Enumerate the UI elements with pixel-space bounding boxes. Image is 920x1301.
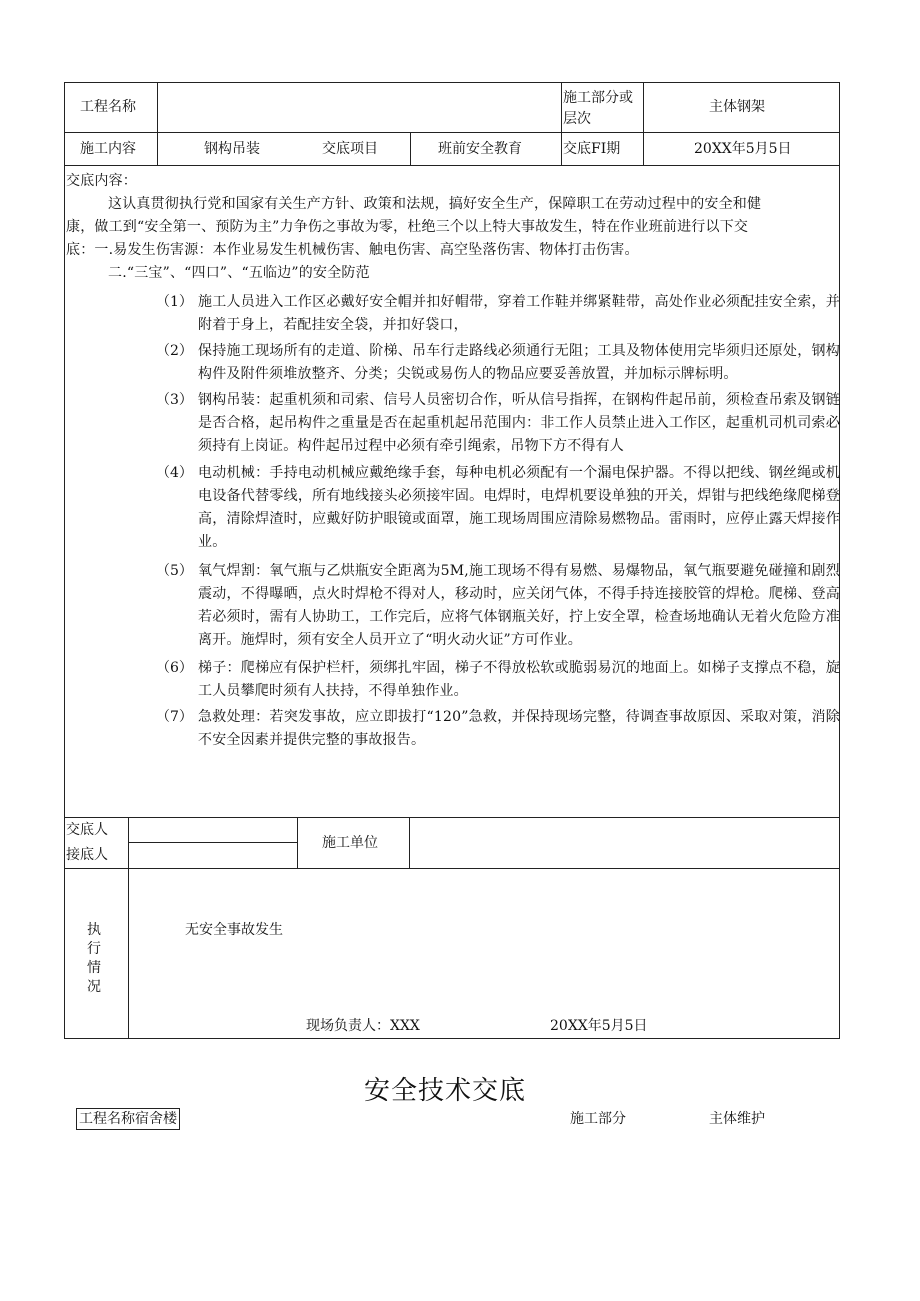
- item-value: 班前安全教育: [438, 141, 522, 157]
- document-title: 安全技术交底: [364, 1076, 527, 1106]
- giver-label: 交底人: [66, 822, 108, 838]
- list-item-number: （2）: [156, 343, 193, 359]
- execution-label-char: 况: [87, 979, 101, 995]
- next-section-label: 施工部分: [570, 1111, 626, 1127]
- section-label-line2: 层次: [563, 111, 591, 127]
- list-item-number: （4）: [156, 465, 193, 481]
- date-label: 交底FI期: [563, 141, 621, 157]
- next-section-value: 主体维护: [709, 1111, 765, 1127]
- execution-date: 20XX年5月5日: [550, 1018, 648, 1034]
- execution-label-char: 执: [87, 922, 101, 938]
- list-item-number: （1）: [156, 294, 193, 310]
- execution-label-char: 情: [87, 960, 101, 976]
- execution-content: 无安全事故发生: [185, 922, 283, 938]
- list-item: 施工人员进入工作区必戴好安全帽并扣好帽带，穿着工作鞋并绑紧鞋带，高处作业必须配挂安全索，并附着于身上，若配挂安全袋，并扣好袋口，: [198, 294, 840, 333]
- list-item: 梯子：爬梯应有保护栏杆，须绑扎牢固，梯子不得放松软或脆弱易沉的地面上。如梯子支撑点不稳，旋工人员攀爬时须有人扶持，不得单独作业。: [198, 660, 840, 699]
- project-name-label: 工程名称: [80, 99, 136, 115]
- list-item-number: （7）: [156, 709, 193, 725]
- section-value: 主体钢架: [709, 99, 765, 115]
- list-item-number: （3）: [156, 392, 193, 408]
- list-item: 保持施工现场所有的走道、阶梯、吊车行走路线必须通行无阻；工具及物体使用完毕须归还原处，钢构构件及附件须堆放整齐、分类；尖锐或易伤人的物品应要妥善放置，并加标示牌标明。: [198, 343, 840, 382]
- content-label: 施工内容: [80, 141, 136, 157]
- item-label: 交底项目: [322, 141, 378, 157]
- execution-label-char: 行: [87, 941, 101, 957]
- receiver-label: 接底人: [66, 847, 108, 863]
- section-label-line1: 施工部分或: [563, 90, 633, 106]
- content-heading: 交底内容：: [66, 173, 137, 189]
- content-value: 钢构吊装: [204, 141, 260, 157]
- list-item: 电动机械：手持电动机械应戴绝缘手套，每种电机必须配有一个漏电保护器。不得以把线、钢丝绳或机电设备代替零线，所有地线接头必须接牢固。电焊时，电焊机要设单独的开关，焊钳与把线绝缘爬梯登高，清除焊渣时，应戴好防护眼镜或面罩，施工现场周围应清除易燃物品。雷雨时，应停止露天焊接作业。: [198, 465, 840, 550]
- unit-label: 施工单位: [322, 835, 378, 851]
- list-item: 氧气焊割：氧气瓶与乙烘瓶安全距离为5M,施工现场不得有易燃、易爆物品，氧气瓶要避免碰撞和剧烈震动，不得曝晒，点火时焊枪不得对人，移动时，应关闭气体，不得手持连接胶管的焊枪。爬梯、登高若必须时，需有人协助工，工作完后，应将气体钢瓶关好，拧上安全罩，检查场地确认无着火危险方准离开。施焊时，须有安全人员开立了“明火动火证”方可作业。: [198, 563, 840, 648]
- intro-line-1: 这认真贯彻执行党和国家有关生产方针、政策和法规，搞好安全生产，保障职工在劳动过程中的安全和健: [108, 196, 762, 212]
- list-item-number: （5）: [156, 563, 193, 579]
- intro-line-4: 二.“三宝”、“四口”、“五临边”的安全防范: [108, 265, 370, 281]
- date-value: 20XX年5月5日: [694, 141, 792, 157]
- site-manager: 现场负责人：XXX: [306, 1018, 420, 1034]
- list-item: 急救处理：若突发事故，应立即拔打“120”急救，并保持现场完整，待调查事故原因、采取对策，消除不安全因素并提供完整的事故报告。: [198, 709, 840, 748]
- intro-line-3: 底：一.易发生伤害源：本作业易发生机械伤害、触电伤害、高空坠落伤害、物体打击伤害。: [66, 242, 639, 258]
- list-item: 钢构吊装：起重机须和司索、信号人员密切合作，听从信号指挥，在钢构件起吊前，须检查吊索及钢链是否合格，起吊构件之重量是否在起重机起吊范围内：非工作人员禁止进入工作区，起重机司机司索必须持有上岗证。构件起吊过程中必须有牵引绳索，吊物下方不得有人: [198, 392, 840, 454]
- list-item-number: （6）: [156, 660, 193, 676]
- intro-line-2: 康，做工到“安全第一、预防为主”力争伤之事故为零，杜绝三个以上特大事故发生，特在作业班前进行以下交: [66, 219, 749, 235]
- next-project-label: 工程名称宿舍楼: [76, 1108, 180, 1130]
